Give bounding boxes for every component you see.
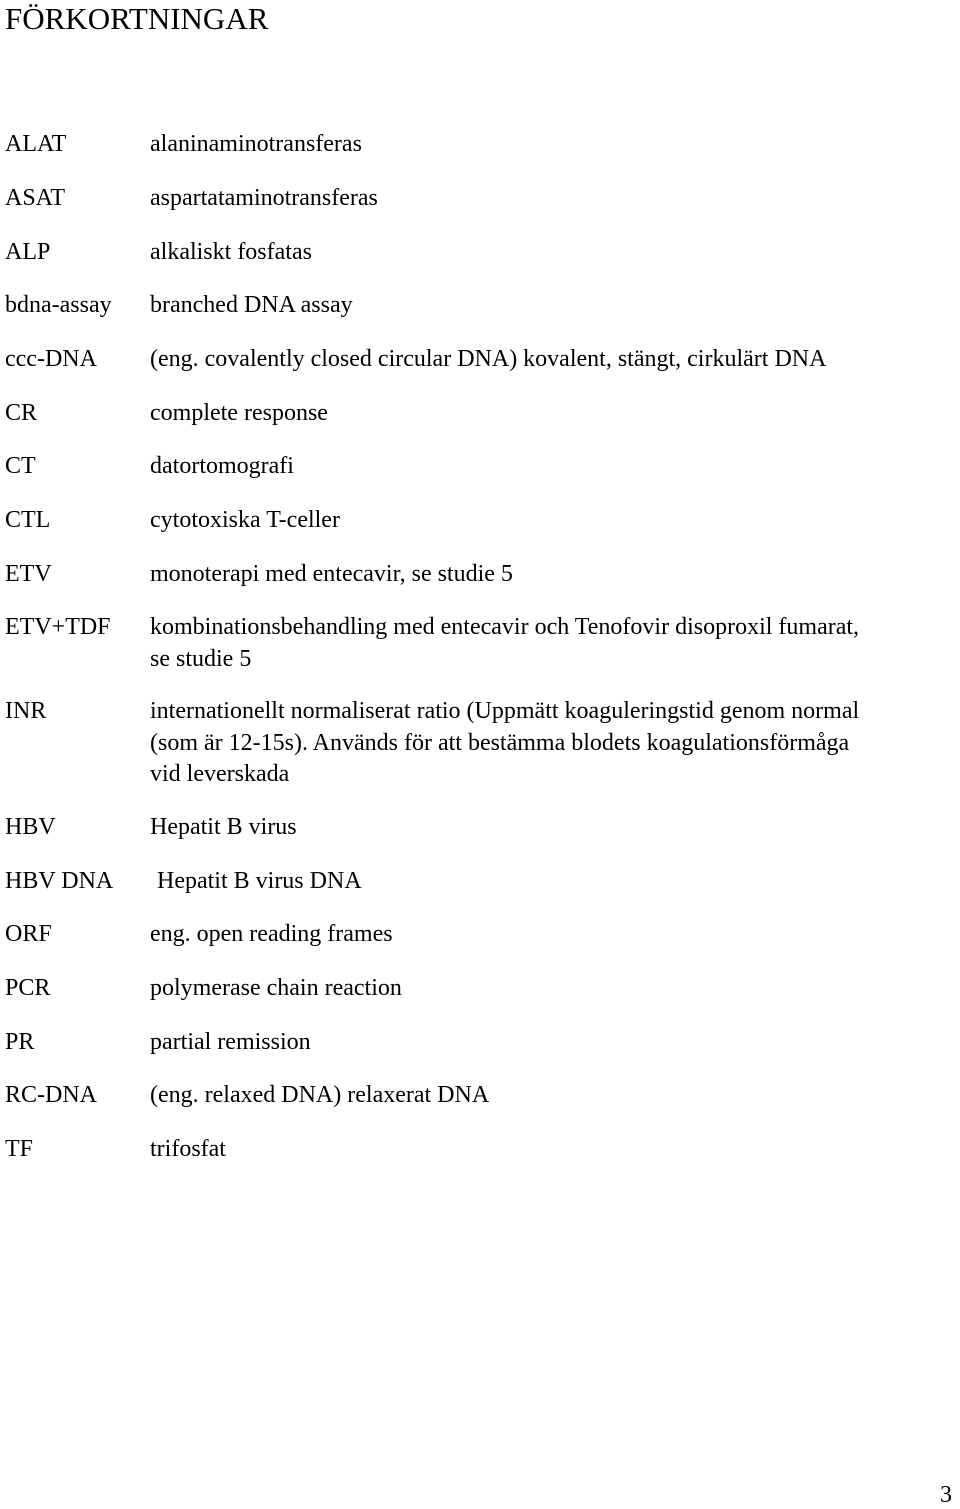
definition: alkaliskt fosfatas <box>150 239 312 265</box>
definition: (eng. covalently closed circular DNA) kovalent, stängt, cirkulärt DNA <box>150 346 827 372</box>
definition: (eng. relaxed DNA) relaxerat DNA <box>150 1082 490 1108</box>
abbreviation: RC-DNA <box>5 1082 98 1108</box>
definition: eng. open reading frames <box>150 921 393 947</box>
definition-continuation: vid leverskada <box>150 761 290 787</box>
abbreviation: CR <box>5 400 38 426</box>
definition: kombinationsbehandling med entecavir och Tenofovir disoproxil fumarat, <box>150 614 860 640</box>
abbreviation: ETV <box>5 561 52 587</box>
abbreviation: TF <box>5 1136 34 1162</box>
definition: aspartataminotransferas <box>150 185 378 211</box>
abbreviation: bdna-assay <box>5 292 112 318</box>
definition: cytotoxiska T-celler <box>150 507 340 533</box>
definition: datortomografi <box>150 453 294 479</box>
definition: internationellt normaliserat ratio (Uppmätt koaguleringstid genom normal <box>150 698 860 724</box>
definition: branched DNA assay <box>150 292 353 318</box>
abbreviation: ALP <box>5 239 51 265</box>
abbreviation: ASAT <box>5 185 66 211</box>
definition: Hepatit B virus DNA <box>157 868 362 894</box>
definition: complete response <box>150 400 328 426</box>
definition: polymerase chain reaction <box>150 975 402 1001</box>
abbreviation: ORF <box>5 921 52 947</box>
abbreviation: ALAT <box>5 131 67 157</box>
definition: Hepatit B virus <box>150 814 297 840</box>
page-title: FÖRKORTNINGAR <box>5 1 269 36</box>
abbreviation: HBV <box>5 814 56 840</box>
definition-continuation: se studie 5 <box>150 646 252 672</box>
page-number: 3 <box>940 1482 952 1508</box>
abbreviation: INR <box>5 698 47 724</box>
definition-continuation: (som är 12-15s). Används för att bestämma blodets koagulationsförmåga <box>150 730 850 756</box>
abbreviation: CTL <box>5 507 51 533</box>
abbreviation: HBV DNA <box>5 868 114 894</box>
definition: monoterapi med entecavir, se studie 5 <box>150 561 513 587</box>
definition: alaninaminotransferas <box>150 131 362 157</box>
definition: trifosfat <box>150 1136 226 1162</box>
abbreviation: ccc-DNA <box>5 346 97 372</box>
abbreviation: ETV+TDF <box>5 614 111 640</box>
abbreviation: PR <box>5 1029 35 1055</box>
abbreviation: CT <box>5 453 36 479</box>
abbreviation: PCR <box>5 975 51 1001</box>
definition: partial remission <box>150 1029 311 1055</box>
